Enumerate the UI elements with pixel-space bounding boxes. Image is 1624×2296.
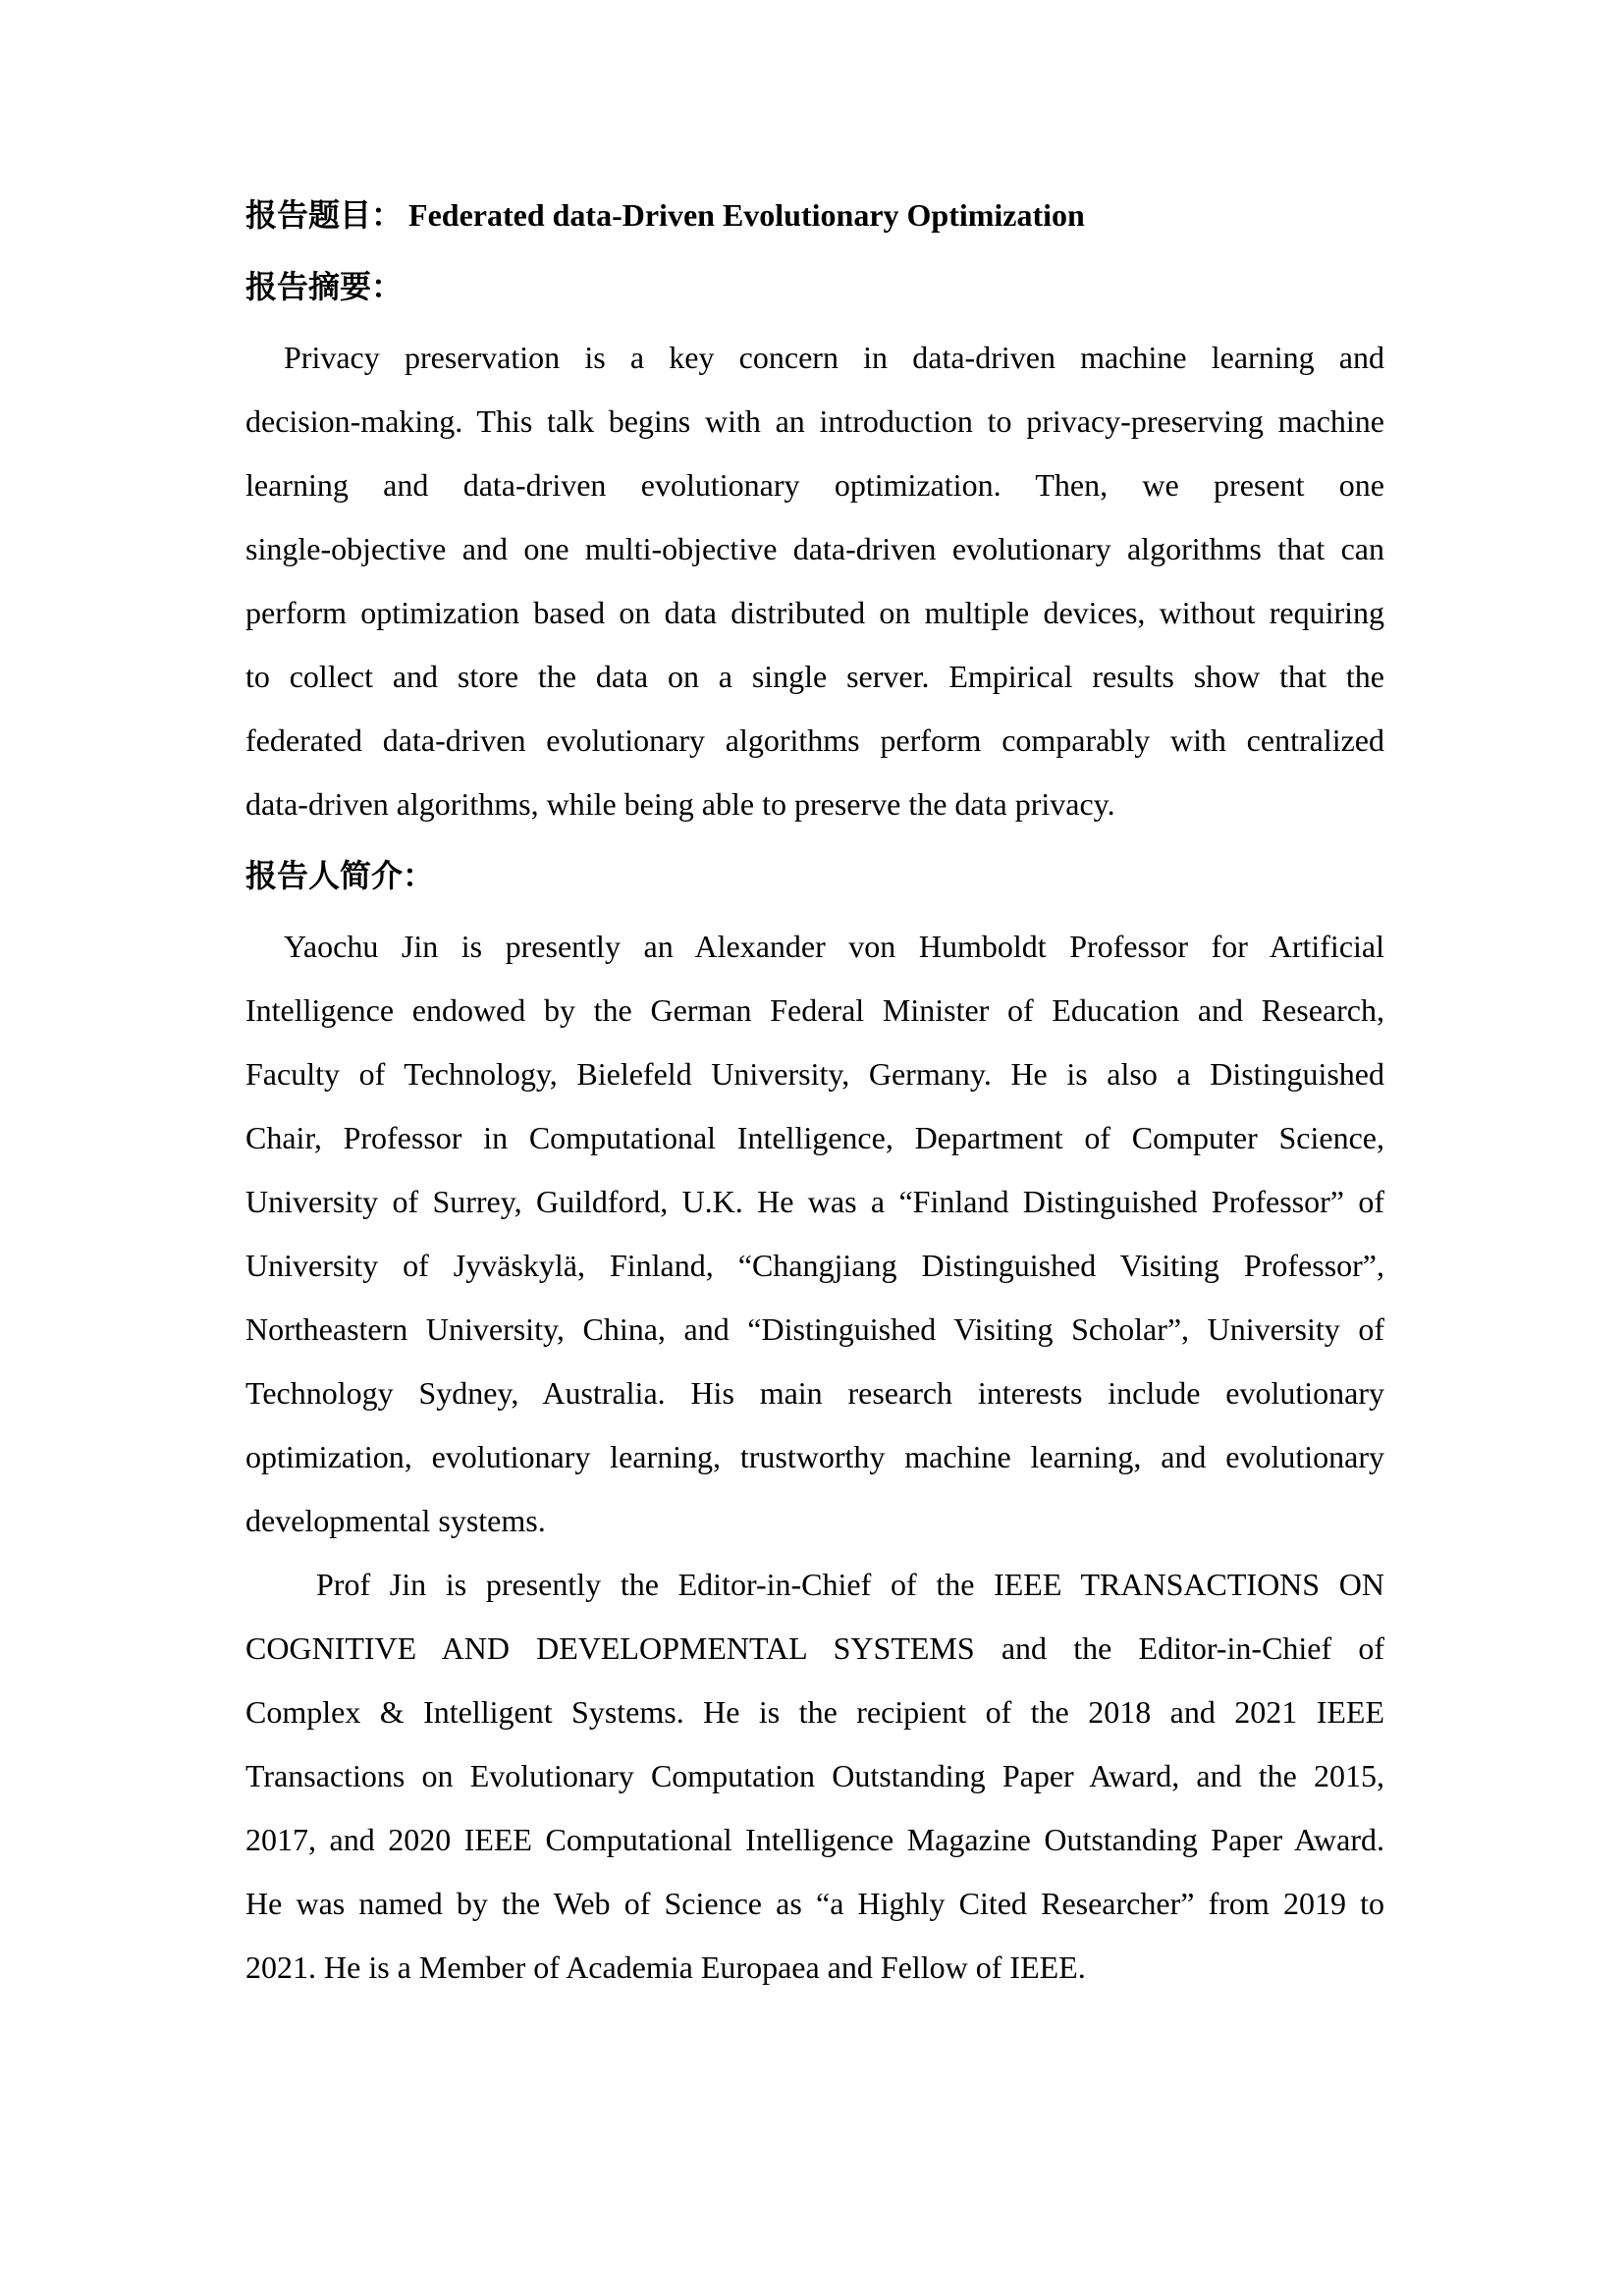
text-line: Prof Jin is presently the Editor-in-Chief of the IEEE TRANSACTIONS ON: [316, 1567, 1384, 1602]
text-line: University of Surrey, Guildford, U.K. He was a “Finland Distinguished Professor” of: [245, 1184, 1384, 1219]
sections: [245, 255, 1384, 2000]
text-line: learning and data-driven evolutionary optimization. Then, we present one: [245, 467, 1384, 503]
text-line: COGNITIVE AND DEVELOPMENTAL SYSTEMS and the Editor-in-Chief of: [245, 1630, 1384, 1666]
paragraph: [245, 326, 1384, 836]
text-line: single-objective and one multi-objective data-driven evolutionary algorithms that can: [245, 531, 1384, 566]
text-line: Northeastern University, China, and “Distinguished Visiting Scholar”, University of: [245, 1311, 1384, 1347]
text-line: to collect and store the data on a single server. Empirical results show that the: [245, 659, 1384, 694]
text-line: Complex & Intelligent Systems. He is the recipient of the 2018 and 2021 IEEE: [245, 1694, 1384, 1730]
text-line: Intelligence endowed by the German Federal Minister of Education and Research,: [245, 992, 1384, 1028]
text-line: 2017, and 2020 IEEE Computational Intelligence Magazine Outstanding Paper Award.: [245, 1822, 1384, 1857]
text-line: Technology Sydney, Australia. His main research interests include evolutionary: [245, 1375, 1384, 1411]
text-line: Transactions on Evolutionary Computation Outstanding Paper Award, and the 2015,: [245, 1758, 1384, 1793]
paragraph: [245, 915, 1384, 1553]
text-line: Chair, Professor in Computational Intelligence, Department of Computer Science,: [245, 1120, 1384, 1155]
text-line: perform optimization based on data distributed on multiple devices, without requiring: [245, 595, 1384, 630]
report-title-label: 报告题目：: [245, 197, 404, 233]
text-line: developmental systems.: [245, 1503, 546, 1538]
text-line: 2021. He is a Member of Academia Europaea and Fellow of IEEE.: [245, 1949, 1086, 1985]
section-heading: 报告摘要：: [245, 269, 404, 304]
text-line: optimization, evolutionary learning, trustworthy machine learning, and evolutionary: [245, 1439, 1384, 1474]
section-heading: 报告人简介：: [245, 858, 435, 893]
text-line: data-driven algorithms, while being able to preserve the data privacy.: [245, 786, 1115, 822]
text-line: Faculty of Technology, Bielefeld University, Germany. He is also a Distinguished: [245, 1056, 1384, 1092]
text-line: University of Jyväskylä, Finland, “Changjiang Distinguished Visiting Professor”,: [245, 1248, 1384, 1283]
paragraph: [245, 1553, 1384, 2000]
text-line: Yaochu Jin is presently an Alexander von Humboldt Professor for Artificial: [284, 929, 1384, 964]
document-content: [245, 184, 1384, 2000]
text-line: Privacy preservation is a key concern in data-driven machine learning and: [284, 340, 1384, 375]
report-title-text: Federated data-Driven Evolutionary Optimization: [408, 197, 1085, 233]
text-line: decision-making. This talk begins with an introduction to privacy-preserving machine: [245, 403, 1384, 439]
text-line: federated data-driven evolutionary algorithms perform comparably with centralized: [245, 722, 1384, 758]
report-title: [245, 184, 1384, 247]
text-line: He was named by the Web of Science as “a Highly Cited Researcher” from 2019 to: [245, 1886, 1384, 1921]
